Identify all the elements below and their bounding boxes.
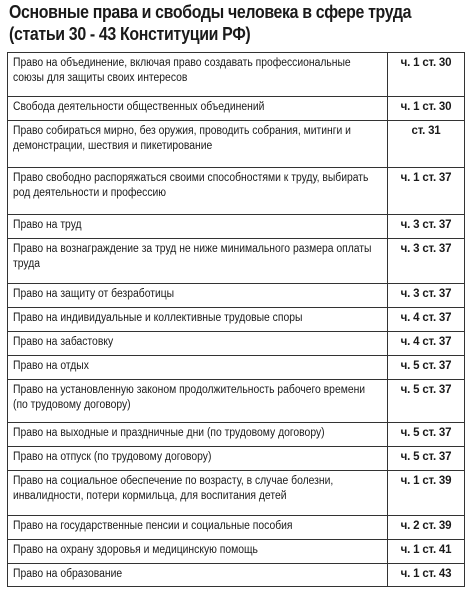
article-cell: ч. 1 ст. 41 — [388, 540, 465, 564]
table-row — [8, 447, 465, 471]
right-text: Право свободно распоряжаться своими способностями к труду, выбирать род деятельности и профессию — [13, 172, 369, 199]
table-row — [8, 471, 465, 516]
right-text: Право на отпуск (по трудовому договору) — [13, 451, 212, 463]
table-row — [8, 423, 465, 447]
table-row — [8, 564, 465, 587]
article-cell: ч. 5 ст. 37 — [388, 447, 465, 471]
article-cell: ч. 4 ст. 37 — [388, 308, 465, 332]
table-row — [8, 308, 465, 332]
article-cell: ч. 5 ст. 37 — [388, 423, 465, 447]
table-row — [8, 356, 465, 380]
table-row — [8, 53, 465, 97]
right-text: Право на государственные пенсии и социальные пособия — [13, 520, 293, 532]
table-row — [8, 97, 465, 121]
article-cell: ч. 1 ст. 30 — [388, 97, 465, 121]
article-cell: ч. 1 ст. 37 — [388, 168, 465, 215]
right-cell — [8, 97, 388, 121]
table-row — [8, 168, 465, 215]
right-text: Право на индивидуальные и коллективные трудовые споры — [13, 312, 303, 324]
right-cell — [8, 215, 388, 239]
right-text: Право на образование — [13, 568, 123, 580]
right-text: Право на забастовку — [13, 336, 114, 348]
right-cell — [8, 53, 388, 97]
table-row — [8, 121, 465, 168]
title-line-1: Основные права и свободы человека в сфере труда — [9, 1, 412, 22]
right-text: Право на объединение, включая право создавать профессиональные союзы для защиты своих интересов — [13, 57, 351, 84]
article-cell: ч. 4 ст. 37 — [388, 332, 465, 356]
right-cell — [8, 540, 388, 564]
article-cell: ч. 2 ст. 39 — [388, 516, 465, 540]
right-cell — [8, 471, 388, 516]
article-cell: ч. 5 ст. 37 — [388, 380, 465, 423]
title-line-2: (статьи 30 - 43 Конституции РФ) — [9, 23, 251, 44]
right-cell — [8, 423, 388, 447]
rights-table — [7, 52, 465, 587]
right-text: Право на отдых — [13, 360, 89, 372]
right-text: Право на установленную законом продолжительность рабочего времени (по трудовому договору) — [13, 384, 366, 411]
article-cell: ч. 1 ст. 30 — [388, 53, 465, 97]
table-row — [8, 540, 465, 564]
right-cell — [8, 168, 388, 215]
right-text: Право на труд — [13, 219, 82, 231]
right-text: Право собираться мирно, без оружия, проводить собрания, митинги и демонстрации, шествия и пикетирование — [13, 125, 351, 152]
right-cell — [8, 239, 388, 284]
article-cell: ч. 1 ст. 39 — [388, 471, 465, 516]
right-cell — [8, 516, 388, 540]
article-cell: ч. 1 ст. 43 — [388, 564, 465, 587]
right-cell — [8, 308, 388, 332]
article-cell: ч. 5 ст. 37 — [388, 356, 465, 380]
right-cell — [8, 447, 388, 471]
right-text: Право на социальное обеспечение по возрасту, в случае болезни, инвалидности, потери кормильца, для воспитания детей — [13, 475, 334, 502]
right-text: Право на выходные и праздничные дни (по трудовому договору) — [13, 427, 325, 439]
right-cell — [8, 284, 388, 308]
table-row — [8, 215, 465, 239]
table-row — [8, 284, 465, 308]
table-row — [8, 380, 465, 423]
table-row — [8, 332, 465, 356]
article-cell: ст. 31 — [388, 121, 465, 168]
right-text: Право на защиту от безработицы — [13, 288, 175, 300]
right-cell — [8, 356, 388, 380]
right-text: Право на охрану здоровья и медицинскую помощь — [13, 544, 258, 556]
right-cell — [8, 121, 388, 168]
right-cell — [8, 380, 388, 423]
article-cell: ч. 3 ст. 37 — [388, 215, 465, 239]
article-cell: ч. 3 ст. 37 — [388, 284, 465, 308]
right-cell — [8, 564, 388, 587]
article-cell: ч. 3 ст. 37 — [388, 239, 465, 284]
table-row — [8, 516, 465, 540]
page-title — [9, 1, 412, 45]
right-text: Свобода деятельности общественных объединений — [13, 101, 265, 113]
right-text: Право на вознаграждение за труд не ниже минимального размера оплаты труда — [13, 243, 372, 270]
table-row — [8, 239, 465, 284]
right-cell — [8, 332, 388, 356]
